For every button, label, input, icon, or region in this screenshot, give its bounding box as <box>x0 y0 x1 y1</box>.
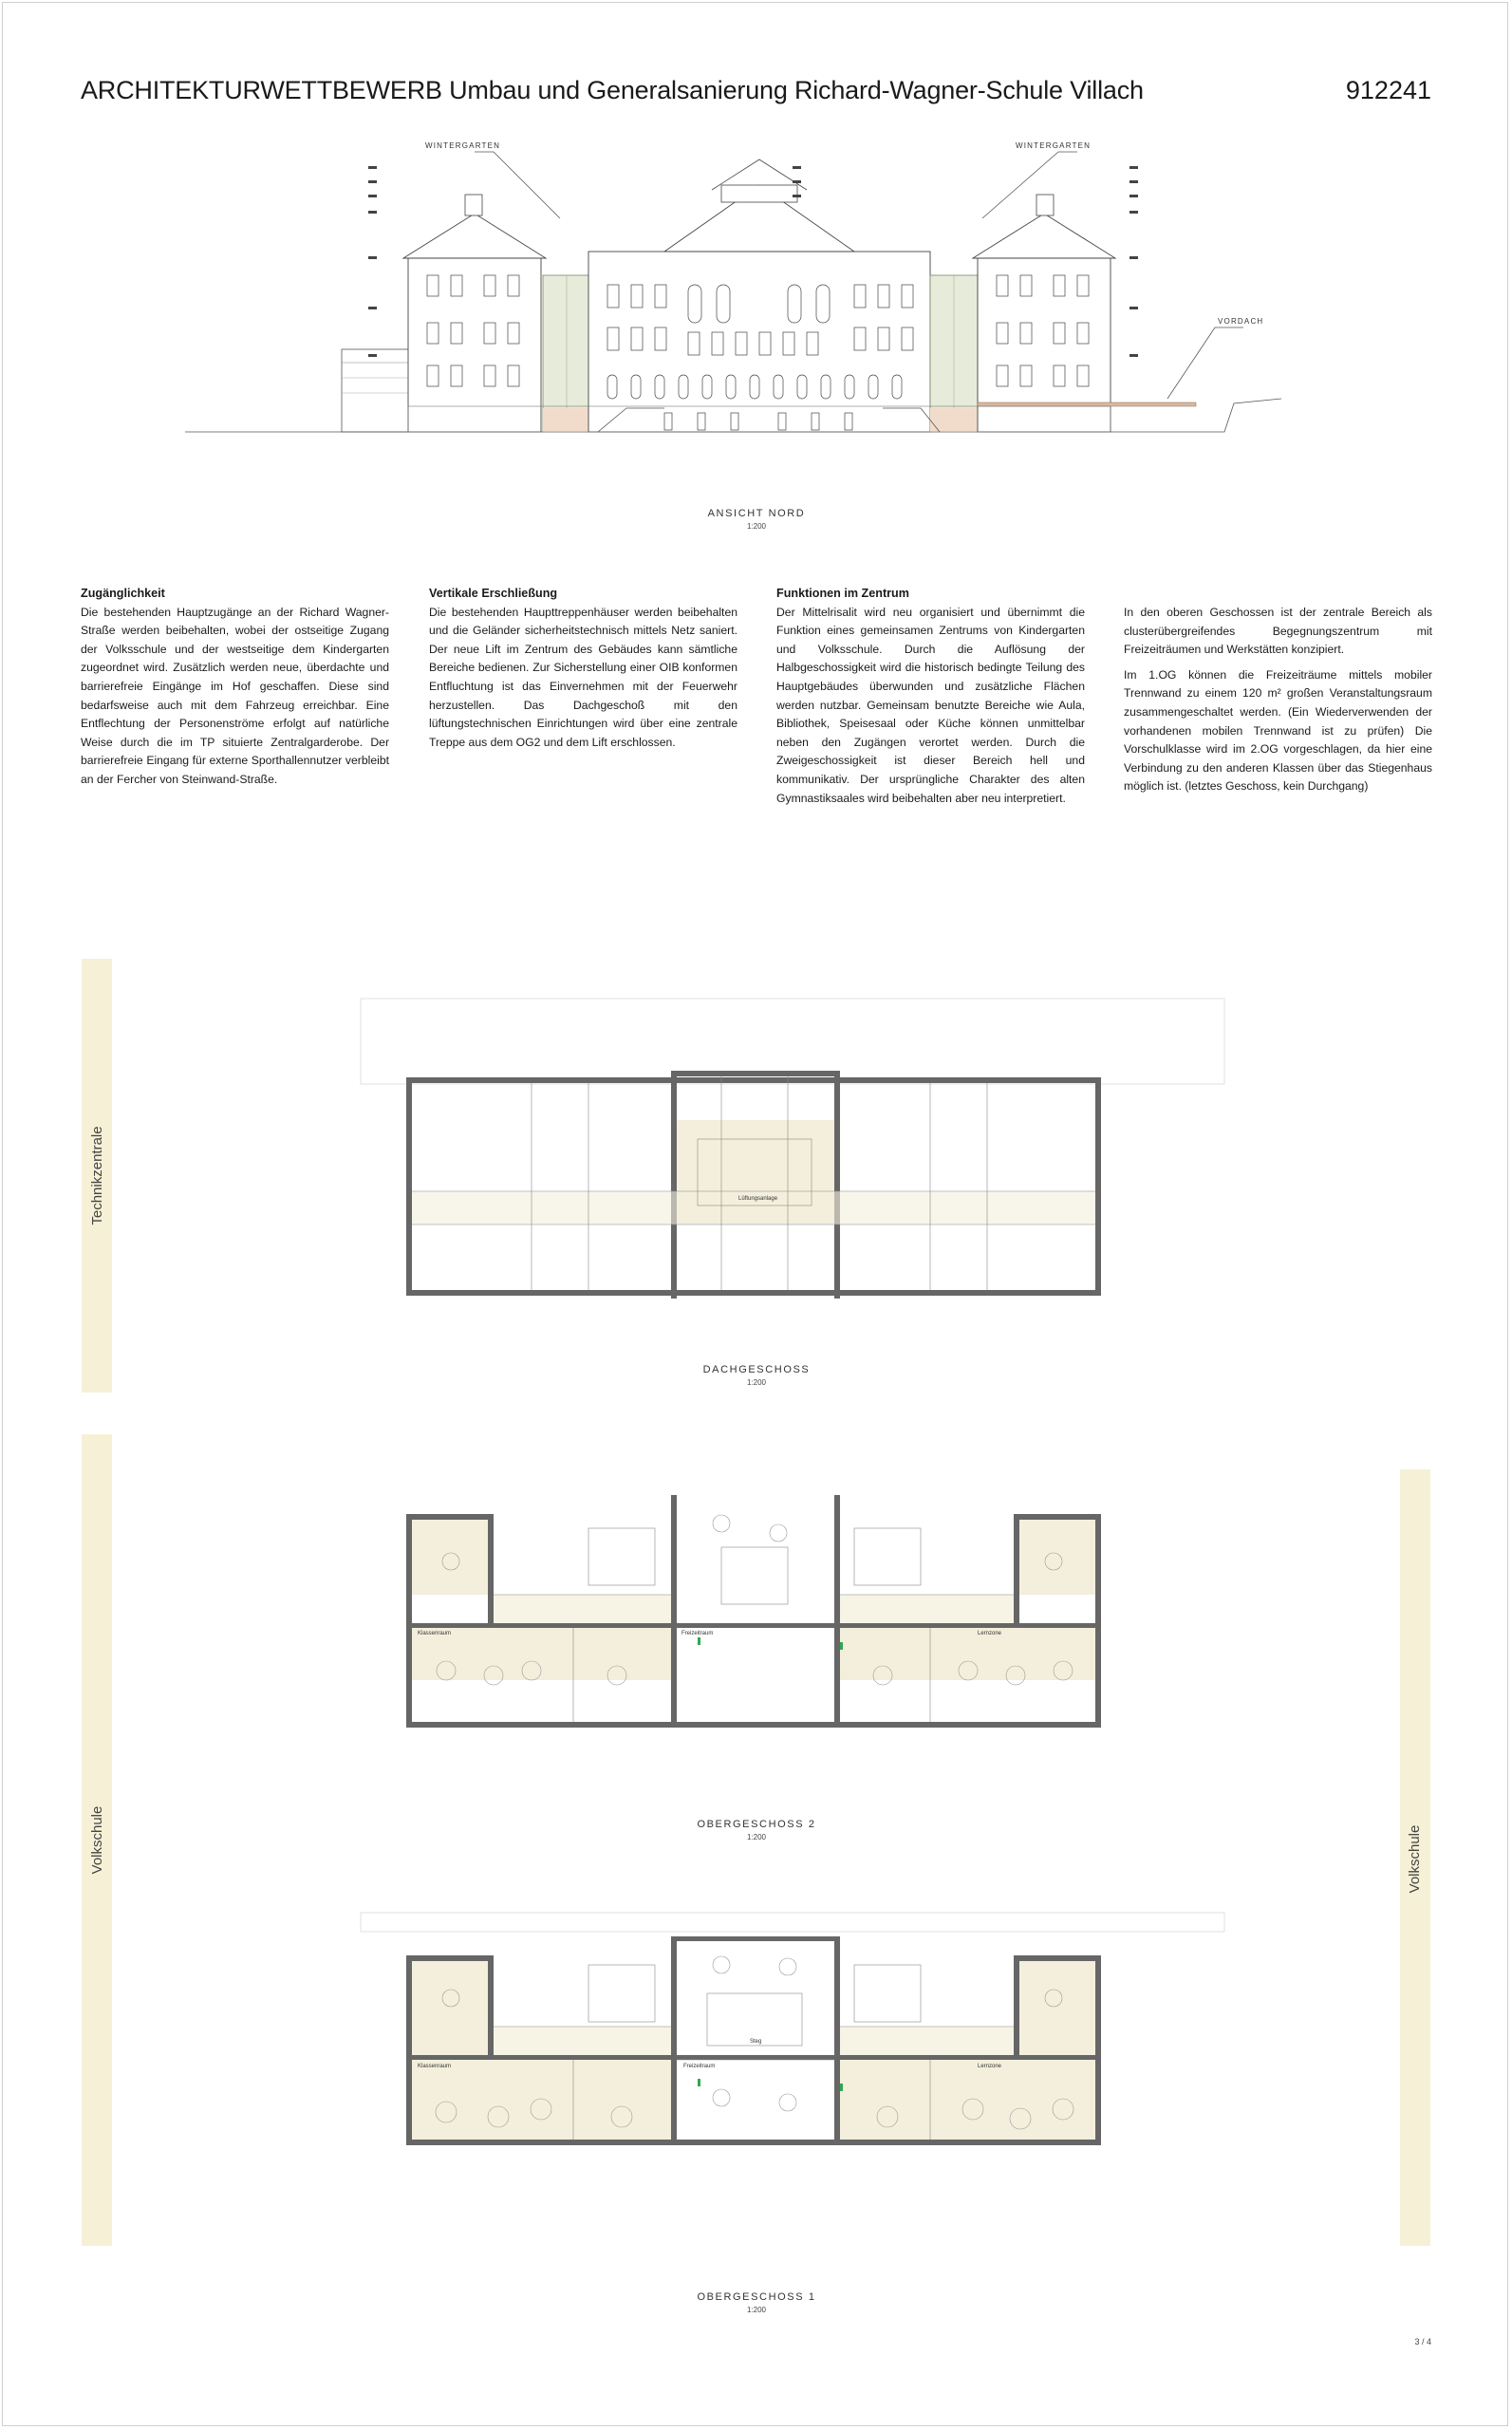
og2-rooms <box>412 1519 1095 1680</box>
dg-caption-scale: 1:200 <box>746 1378 767 1387</box>
canopy <box>978 402 1196 406</box>
dg-caption-name: DACHGESCHOSS <box>702 1364 811 1375</box>
og2-caption-name: OBERGESCHOSS 2 <box>697 1819 816 1830</box>
dg-label-lueftung: Lüftungsanlage <box>738 1196 778 1202</box>
label-wintergarten-right: WINTERGARTEN <box>1016 141 1092 150</box>
elevation-caption-scale: 1:200 <box>746 522 767 531</box>
elevation-drawing <box>0 0 1512 494</box>
heading-zentrum: Funktionen im Zentrum <box>776 587 909 600</box>
og1-label-klassenraum: Klassenraum <box>418 2064 452 2069</box>
text-column-obergeschosse <box>1124 604 1432 803</box>
og2-label-lernzone: Lernzone <box>978 1631 1002 1636</box>
text-column-zugaenglichkeit <box>81 585 389 796</box>
paragraph-obergeschosse-1: In den oberen Geschossen ist der zentrale Bereich als clusterübergreifendes Begegnungszentrum mit Freizeiträumen und Werkstätten konzipiert. <box>1124 606 1432 657</box>
page-title: ARCHITEKTURWETTBEWERB Umbau und Generalsanierung Richard-Wagner-Schule Villach <box>81 76 1144 104</box>
og1-caption-name: OBERGESCHOSS 1 <box>697 2291 816 2303</box>
text-column-erschliessung <box>429 585 737 758</box>
og1-caption <box>567 2291 946 2314</box>
plan-obergeschoss-2 <box>0 1490 1512 1680</box>
og2-caption <box>567 1819 946 1841</box>
paragraph-zentrum: Der Mittelrisalit wird neu organisiert und übernimmt die Funktion eines gemeinsamen Zentrums von Kindergarten und Volksschule. Durch die Auflösung der Halbgeschossigkeit wird die historisch bedingte Teilung des Hauptgebäudes überwunden und zusätzliche Flächen werden nutzbar. Gemeinsam benutzte Bereiche wie Aula, Bibliothek, Speisesaal oder Küche können unmittelbar neben den Zugängen verortet werden. Durch die Zweigeschossigkeit ist dieser Bereich hell und kommunikativ. Der ursprüngliche Charakter des alten Gymnastiksaales wird beibehalten aber neu interpretiert. <box>776 605 1085 805</box>
og2-green-doors <box>698 1637 843 1650</box>
text-column-zentrum <box>776 585 1085 814</box>
og1-label-steg: Steg <box>750 2039 762 2045</box>
competition-number: 912241 <box>1345 76 1431 104</box>
paragraph-erschliessung: Die bestehenden Haupttreppenhäuser werden beibehalten und die Geländer sicherheitstechnisch mittels Netz saniert. Der neue Lift im Zentrum des Gebäudes kann sämtliche Bereiche bedienen. Zur Sicherstellung einer OIB konformen Entfluchtung ist das Einvernehmen mit der Feuerwehr herzustellen. Das Dachgeschoß mit den lüftungstechnischen Einrichtungen wird über eine zentrale Treppe aus dem OG2 und dem Lift erschlossen. <box>429 605 737 749</box>
heading-erschliessung: Vertikale Erschließung <box>429 587 558 600</box>
dg-caption <box>567 1364 946 1387</box>
elevation-caption <box>567 508 946 531</box>
paragraph-obergeschosse-2: Im 1.OG können die Freizeiträume mittels mobiler Trennwand zu einem 120 m² großen Veranstaltungsraum zusammengeschaltet werden. (Ein Wiederverwenden der vorhandenen mobilen Trennwand ist zu prüfen) Die Vorschulklasse wird im 2.OG vorgeschlagen, da hier eine Verbindung zu den anderen Klassen über das Stiegenhaus möglich ist. (letztes Geschoss, kein Durchgang) <box>1124 667 1432 794</box>
og1-rooms <box>412 1960 1095 2140</box>
og2-label-freizeitraum: Freizeitraum <box>681 1631 714 1636</box>
paragraph-zugaenglichkeit: Die bestehenden Hauptzugänge an der Richard Wagner-Straße werden beibehalten, wobei der ostseitige Zugang der Volksschule und der westseitige dem Kindergarten zugeordnet wird. Zusätzlich werden neue, überdachte und barrierefreie Eingänge im Hof geschaffen. Diese sind bedarfsweise auch mit dem Fahrzeug erreichbar. Eine Entflechtung der Personenströme erfolgt auf natürliche Weise durch die im TP situierte Zentralgarderobe. Der barrierefreie Eingang für externe Sporthallennutzer verbleibt an der Fercher von Steinwand-Straße. <box>81 605 389 786</box>
label-vordach: VORDACH <box>1218 317 1264 326</box>
heading-zugaenglichkeit: Zugänglichkeit <box>81 587 165 600</box>
og1-label-freizeitraum: Freizeitraum <box>683 2064 716 2069</box>
og1-label-lernzone: Lernzone <box>978 2064 1002 2069</box>
plan-dachgeschoss <box>0 978 1512 1357</box>
elevation-caption-name: ANSICHT NORD <box>707 508 806 519</box>
band-label-technikzentrale: Technikzentrale <box>89 1126 105 1225</box>
page-number: 3 / 4 <box>1414 2337 1431 2346</box>
plan-obergeschoss-1 <box>0 1908 1512 2174</box>
band-label-volksschule-right: Volkschule <box>1407 1824 1423 1894</box>
og2-label-klassenraum: Klassenraum <box>418 1631 452 1636</box>
band-label-volksschule-left: Volkschule <box>89 1805 105 1875</box>
og2-caption-scale: 1:200 <box>746 1833 767 1841</box>
label-wintergarten-left: WINTERGARTEN <box>425 141 501 150</box>
og1-caption-scale: 1:200 <box>746 2306 767 2314</box>
